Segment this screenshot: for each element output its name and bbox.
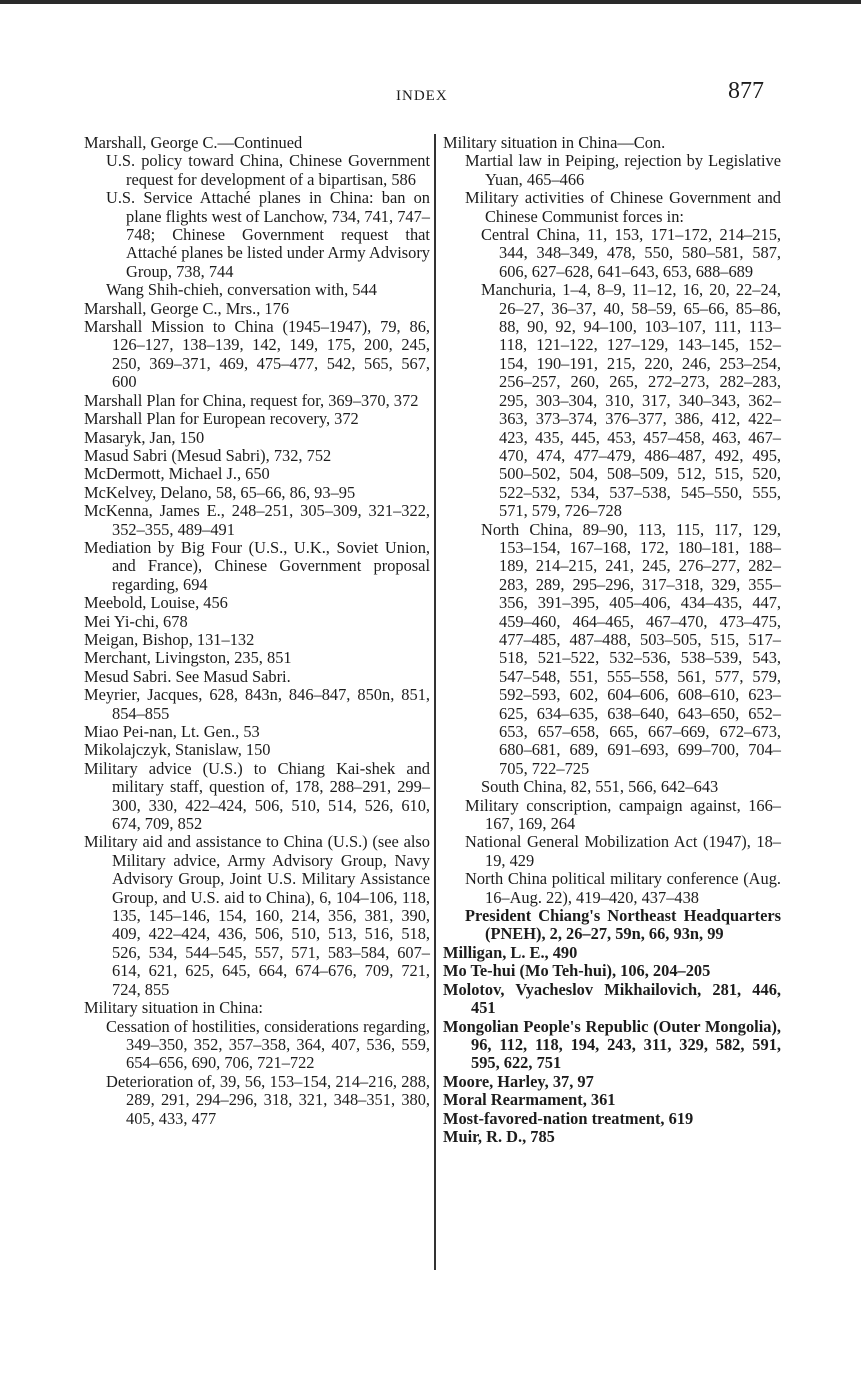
running-head: INDEX: [396, 88, 448, 104]
index-entry: U.S. policy toward China, Chinese Government request for development of a bipartisan, 586: [106, 151, 430, 189]
index-entry: Moore, Harley, 37, 97: [443, 1071, 594, 1091]
index-entry: North China, 89–90, 113, 115, 117, 129, 153–154, 167–168, 172, 180–181, 188–189, 214–215, 241, 245, 276–277, 282–283, 289, 295–296, 317–318, 329, 355–356, 391–395, 405–406, 434–435, 447, 459–460, 464–465, 467–470, 473–475, 477–485, 487–488, 503–505, 515, 517–518, 521–522, 532–536, 538–539, 543, 547–548, 551, 555–558, 561, 577, 579, 592–593, 602, 604–606, 608–610, 623–625, 634–635, 638–640, 643–650, 652–653, 657–658, 665, 667–669, 672–673, 680–681, 689, 691–693, 699–700, 704–705, 722–725: [481, 519, 781, 778]
index-entry: Most-favored-nation treatment, 619: [443, 1108, 694, 1128]
index-entry: Mongolian People's Republic (Outer Mongolia), 96, 112, 118, 194, 243, 311, 329, 582, 591, 595, 622, 751: [443, 1016, 781, 1073]
index-entry: Merchant, Livingston, 235, 851: [84, 648, 292, 668]
index-entry: Military advice (U.S.) to Chiang Kai-shek and military staff, question of, 178, 288–291, 299–300, 330, 422–424, 506, 510, 514, 526, 610, 674, 709, 852: [84, 758, 430, 834]
index-entry: Meigan, Bishop, 131–132: [84, 629, 255, 649]
index-entry: Marshall Mission to China (1945–1947), 79, 86, 126–127, 138–139, 142, 149, 175, 200, 245, 250, 369–371, 469, 475–477, 542, 565, 567, 600: [84, 317, 430, 392]
index-entry: McKelvey, Delano, 58, 65–66, 86, 93–95: [84, 482, 356, 502]
index-entry: Meebold, Louise, 456: [84, 593, 228, 613]
index-entry: Mei Yi-chi, 678: [84, 611, 188, 631]
index-entry: Cessation of hostilities, considerations regarding, 349–350, 352, 357–358, 364, 407, 536, 559, 654–656, 690, 706, 721–722: [106, 1016, 430, 1073]
index-entry: McKenna, James E., 248–251, 305–309, 321–322, 352–355, 489–491: [84, 501, 430, 539]
index-entry: Masud Sabri (Mesud Sabri), 732, 752: [84, 445, 332, 465]
index-entry: Marshall Plan for European recovery, 372: [84, 409, 359, 429]
index-entry: U.S. Service Attaché planes in China: ban on plane flights west of Lanchow, 734, 741, 747–748; Chinese Government request that Attaché planes be listed under Army Advisory Group, 738, 744: [106, 188, 430, 281]
index-entry: Military situation in China:: [84, 998, 263, 1018]
index-entry: Marshall Plan for China, request for, 369–370, 372: [84, 390, 419, 410]
index-entry: National General Mobilization Act (1947), 18–19, 429: [465, 832, 781, 870]
index-entry: Mo Te-hui (Mo Teh-hui), 106, 204–205: [443, 961, 711, 981]
index-entry: Molotov, Vyacheslov Mikhailovich, 281, 446, 451: [443, 979, 781, 1018]
page-number: 877: [728, 78, 764, 104]
index-entry: McDermott, Michael J., 650: [84, 464, 270, 484]
index-entry: President Chiang's Northeast Headquarters (PNEH), 2, 26–27, 59n, 66, 93n, 99: [465, 906, 781, 944]
index-entry: Military aid and assistance to China (U.S.) (see also Military advice, Army Advisory Group, Navy Advisory Group, Joint U.S. Military Assistance Group, and U.S. aid to China), 6, 104–106, 118, 135, 145–146, 154, 160, 214, 356, 381, 390, 409, 422–424, 436, 506, 510, 513, 516, 518, 526, 534, 544–545, 557, 571, 583–584, 607–614, 621, 625, 645, 664, 674–676, 709, 721, 724, 855: [84, 832, 430, 999]
index-entry: Mediation by Big Four (U.S., U.K., Soviet Union, and France), Chinese Government proposal regarding, 694: [84, 537, 430, 594]
index-entry: Manchuria, 1–4, 8–9, 11–12, 16, 20, 22–24, 26–27, 36–37, 40, 58–59, 65–66, 85–86, 88, 90, 92, 94–100, 103–107, 111, 113–118, 121–122, 127–129, 143–145, 152–154, 190–191, 215, 220, 246, 253–254, 256–257, 260, 265, 272–273, 282–283, 295, 303–304, 310, 317, 340–343, 362–363, 373–374, 376–377, 386, 412, 422–423, 435, 445, 453, 457–458, 463, 467–470, 474, 477–479, 486–487, 492, 495, 500–502, 504, 508–509, 512, 515, 520, 522–532, 534, 537–538, 545–550, 555, 571, 579, 726–728: [481, 280, 781, 521]
index-entry: Military activities of Chinese Government and Chinese Communist forces in:: [465, 188, 781, 226]
index-entry: Milligan, L. E., 490: [443, 942, 578, 962]
index-entry: Wang Shih-chieh, conversation with, 544: [106, 280, 377, 300]
index-entry: South China, 82, 551, 566, 642–643: [481, 777, 719, 797]
index-entry: Deterioration of, 39, 56, 153–154, 214–216, 288, 289, 291, 294–296, 318, 321, 348–351, 380, 405, 433, 477: [106, 1071, 430, 1128]
index-entry: Mesud Sabri. See Masud Sabri.: [84, 666, 291, 686]
index-entry: Marshall, George C.—Continued: [84, 133, 303, 152]
index-entry: Meyrier, Jacques, 628, 843n, 846–847, 850n, 851, 854–855: [84, 685, 430, 723]
index-entry: Mikolajczyk, Stanislaw, 150: [84, 740, 271, 760]
index-entry: Miao Pei-nan, Lt. Gen., 53: [84, 722, 260, 741]
index-entry: Marshall, George C., Mrs., 176: [84, 298, 290, 318]
column-divider: [434, 134, 436, 1270]
index-entry: Martial law in Peiping, rejection by Legislative Yuan, 465–466: [465, 151, 781, 189]
index-entry: North China political military conference (Aug. 16–Aug. 22), 419–420, 437–438: [465, 869, 781, 907]
index-column-left: [84, 134, 430, 1128]
index-entry: Masaryk, Jan, 150: [84, 427, 205, 447]
page-top-edge: [0, 0, 861, 4]
index-entry: Military situation in China—Con.: [443, 133, 666, 152]
index-entry: Muir, R. D., 785: [443, 1126, 555, 1146]
index-entry: Moral Rearmament, 361: [443, 1090, 616, 1110]
index-entry: Central China, 11, 153, 171–172, 214–215, 344, 348–349, 478, 550, 580–581, 587, 606, 627–628, 641–643, 653, 688–689: [481, 225, 781, 281]
index-column-right: [443, 134, 781, 1146]
index-entry: Military conscription, campaign against, 166–167, 169, 264: [465, 795, 781, 834]
